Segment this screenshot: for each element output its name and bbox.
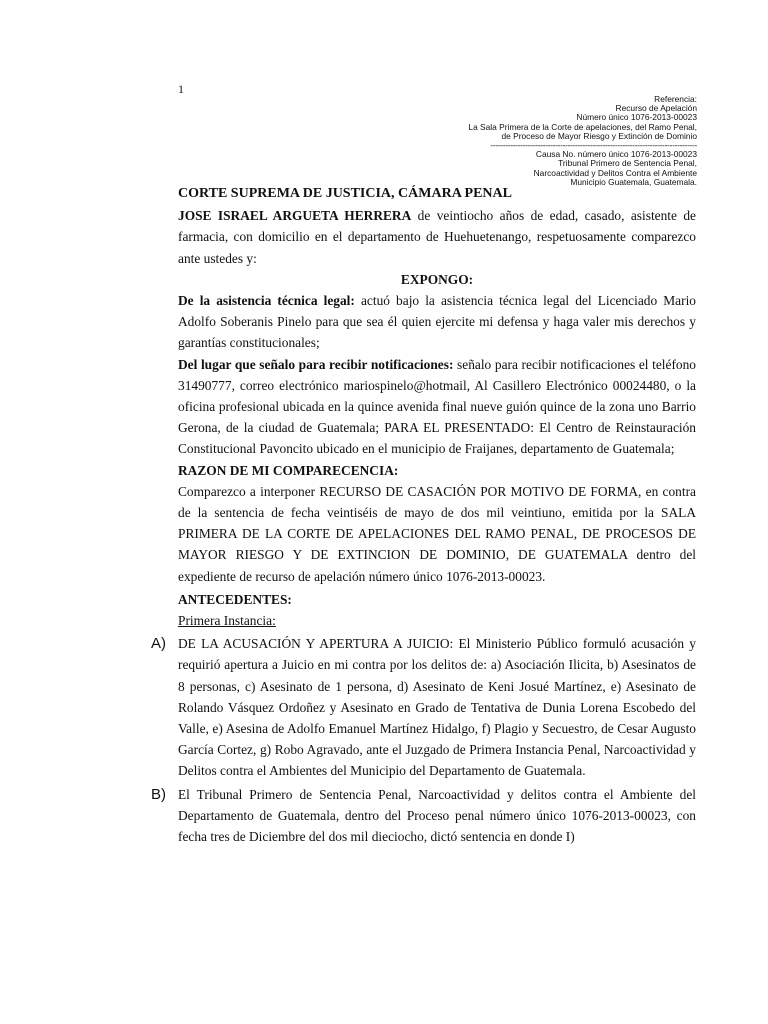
reference-line: Narcoactividad y Delitos Contra el Ambiente — [533, 167, 697, 178]
reference-separator: ----------------------------------------------------------------------------------- — [490, 141, 697, 151]
reference-line: Causa No. número único 1076-2013-00023 — [535, 149, 697, 160]
reference-line: La Sala Primera de la Corte de apelaciones, del Ramo Penal, — [468, 121, 697, 132]
antecedentes-heading: ANTECEDENTES: — [178, 591, 292, 607]
razon-paragraph: Comparezco a interponer RECURSO DE CASACIÓN POR MOTIVO DE FORMA, en contra de la sentencia de fecha veintiséis de mayo de dos mil veintiuno, emitida por la SALA PRIMERA DE LA CORTE DE APELACIONES DEL RAMO PENAL, DE PROCESOS DE MAYOR RIESGO Y DE EXTINCION DE DOMINIO, DE GUATEMALA dentro del expediente de recurso de apelación número único 1076-2013-00023. — [178, 483, 696, 584]
intro-paragraph — [178, 205, 696, 269]
list-item — [151, 633, 696, 781]
reference-line: Tribunal Primero de Sentencia Penal, — [558, 158, 697, 169]
asistencia-heading: De la asistencia técnica legal: — [178, 293, 355, 309]
asistencia-text: actuó bajo la asistencia técnica legal del Licenciado Mario Adolfo Soberanis Pinelo para que sea él quien ejercite mi defensa y haga valer mis derechos y garantías constitucionales; — [178, 293, 696, 351]
notificaciones-heading: Del lugar que señalo para recibir notificaciones: — [178, 356, 454, 372]
reference-block — [377, 95, 697, 187]
list-item-text: El Tribunal Primero de Sentencia Penal, Narcoactividad y delitos contra el Ambiente del Departamento de Guatemala, dentro del Proceso penal número único 1076-2013-00023, con fecha tres de Diciembre del dos mil dieciocho, dictó sentencia en donde I) — [178, 786, 696, 845]
reference-line: Número único 1076-2013-00023 — [576, 112, 697, 123]
page-number: 1 — [178, 82, 184, 96]
reference-line: Municipio Guatemala, Guatemala. — [570, 176, 697, 187]
reference-line: de Proceso de Mayor Riesgo y Extinción de Dominio — [501, 130, 697, 141]
appellant-name: JOSE ISRAEL ARGUETA HERRERA — [178, 208, 412, 224]
list-item — [151, 784, 696, 848]
asistencia-paragraph — [178, 290, 696, 354]
notificaciones-text: señalo para recibir notificaciones el teléfono 31490777, correo electrónico mariospinelo@hotmail, Al Casillero Electrónico 00024480, o la oficina profesional ubicada en la quince avenida final nueve guión quince de la zona uno Barrio Gerona, de la ciudad de Guatemala; PARA EL PRESENTADO: El Centro de Reinstauración Constitucional Pavoncito ubicado en el municipio de Fraijanes, departamento de Guatemala; — [178, 356, 697, 457]
razon-heading: RAZON DE MI COMPARECENCIA: — [178, 462, 399, 478]
expongo-heading: EXPONGO: — [400, 271, 474, 287]
list-item-text: DE LA ACUSACIÓN Y APERTURA A JUICIO: El Ministerio Público formuló acusación y requirió apertura a Juicio en mi contra por los delitos de: a) Asociación Ilicita, b) Asesinatos de 8 personas, c) Asesinato de 1 persona, d) Asesinato de Keni Josué Martínez, e) Asesinato de Rolando Vásquez Ordoñez y Asesinato en Grado de Tentativa de Dunia Lorena Escobedo del Valle, e) Asesina de Adolfo Emanuel Martínez Hidalgo, f) Plagio y Secuestro, de Cesar Augusto García Cortez, g) Robo Agravado, ante el Juzgado de Primera Instancia Penal, Narcoactividad y Delitos contra el Ambientes del Municipio del Departamento de Guatemala. — [178, 636, 696, 779]
notificaciones-paragraph — [178, 354, 696, 460]
list-marker: B) — [151, 785, 166, 803]
intro-text: de veintiocho años de edad, casado, asistente de farmacia, con domicilio en el departamento de Huehuetenango, respetuosamente comparezco ante ustedes y: — [178, 208, 697, 266]
reference-line: Recurso de Apelación — [615, 103, 697, 114]
document-body — [151, 183, 697, 847]
reference-line: Referencia: — [654, 94, 697, 104]
list-marker: A) — [151, 635, 166, 653]
primera-instancia-heading: Primera Instancia: — [178, 613, 276, 629]
court-heading: CORTE SUPREMA DE JUSTICIA, CÁMARA PENAL — [178, 186, 512, 201]
